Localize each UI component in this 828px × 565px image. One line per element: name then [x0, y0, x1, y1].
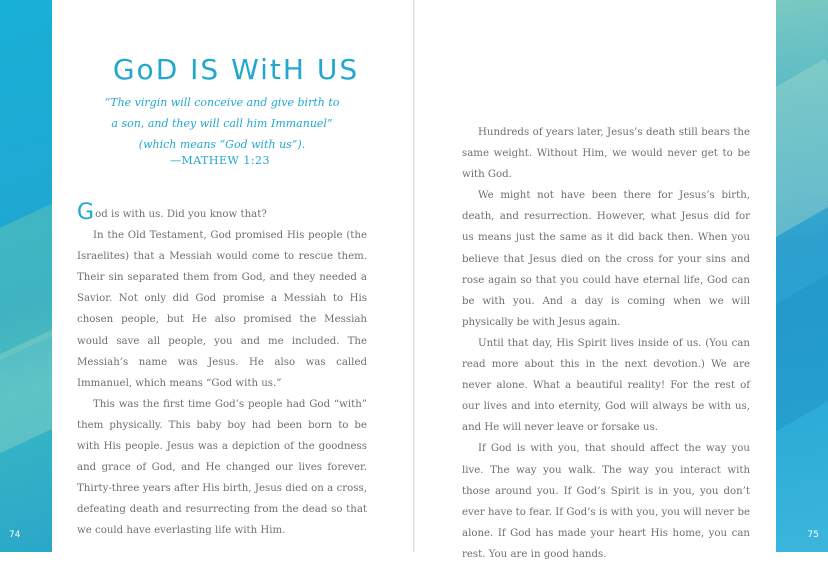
opening-paragraph — [77, 200, 367, 225]
page-number-left: 74 — [9, 530, 21, 540]
verse-quote: “The virgin will conceive and give birth to a son, and they will call him Immanuel” (which means “God with us”). — [104, 96, 340, 151]
body-paragraph: Hundreds of years later, Jesus’s death still bears the same weight. Without Him, we would never get to be with God. — [462, 127, 750, 181]
left-decorative-edge — [0, 0, 52, 552]
body-paragraph: In the Old Testament, God promised His people (the Israelites) that a Messiah would come to rescue them. Their sin separated them from God, and they needed a Savior. Not only did God promise a Messiah to His chosen people, but He also promised the Messiah would save all people, you and me included. The Messiah’s name was Jesus. He also was called Immanuel, which means “God with us.” — [77, 230, 367, 389]
right-edge-band — [776, 59, 828, 252]
right-decorative-edge — [776, 0, 828, 552]
verse-reference: —MATHEW 1:23 — [169, 154, 271, 167]
drop-cap: G — [77, 200, 95, 225]
page-title: GoD IS WitH US — [112, 52, 360, 86]
body-paragraph: Until that day, His Spirit lives inside of us. (You can read more about this in the next devotion.) We are never alone. What a beautiful reality! For the rest of our lives and into eternity, God will always be with us, and He will never leave or forsake us. — [462, 337, 750, 434]
body-paragraph: This was the first time God’s people had God “with” them physically. This baby boy had been born to be with His people. Jesus was a depiction of the goodness and grace of God, and He changed our lives forever. Thirty-three years after His birth, Jesus died on a cross, defeating death and resurrecting from the dead so that we could have everlasting life with Him. — [77, 398, 367, 537]
right-page-body — [462, 122, 750, 565]
page-number-right: 75 — [807, 530, 819, 540]
body-paragraph: If God is with you, that should affect the way you live. The way you walk. The way you interact with those around you. If God’s Spirit is in you, you don’t ever have to fear. If God’s is with you, you will never be alone. If God has made your heart His home, you can rest. You are in good hands. — [462, 443, 750, 560]
opening-text: od is with us. Did you know that? — [95, 209, 267, 220]
right-edge-band — [776, 267, 828, 442]
body-paragraph: We might not have been there for Jesus’s birth, death, and resurrection. However, what Jesus did for us means just the same as it did back then. When you believe that Jesus died on the cross for your sins and rose again so that you could have eternal life, God can be with you. And a day is coming when we will physically be with Jesus again. — [462, 190, 750, 328]
left-page-body — [77, 200, 367, 542]
